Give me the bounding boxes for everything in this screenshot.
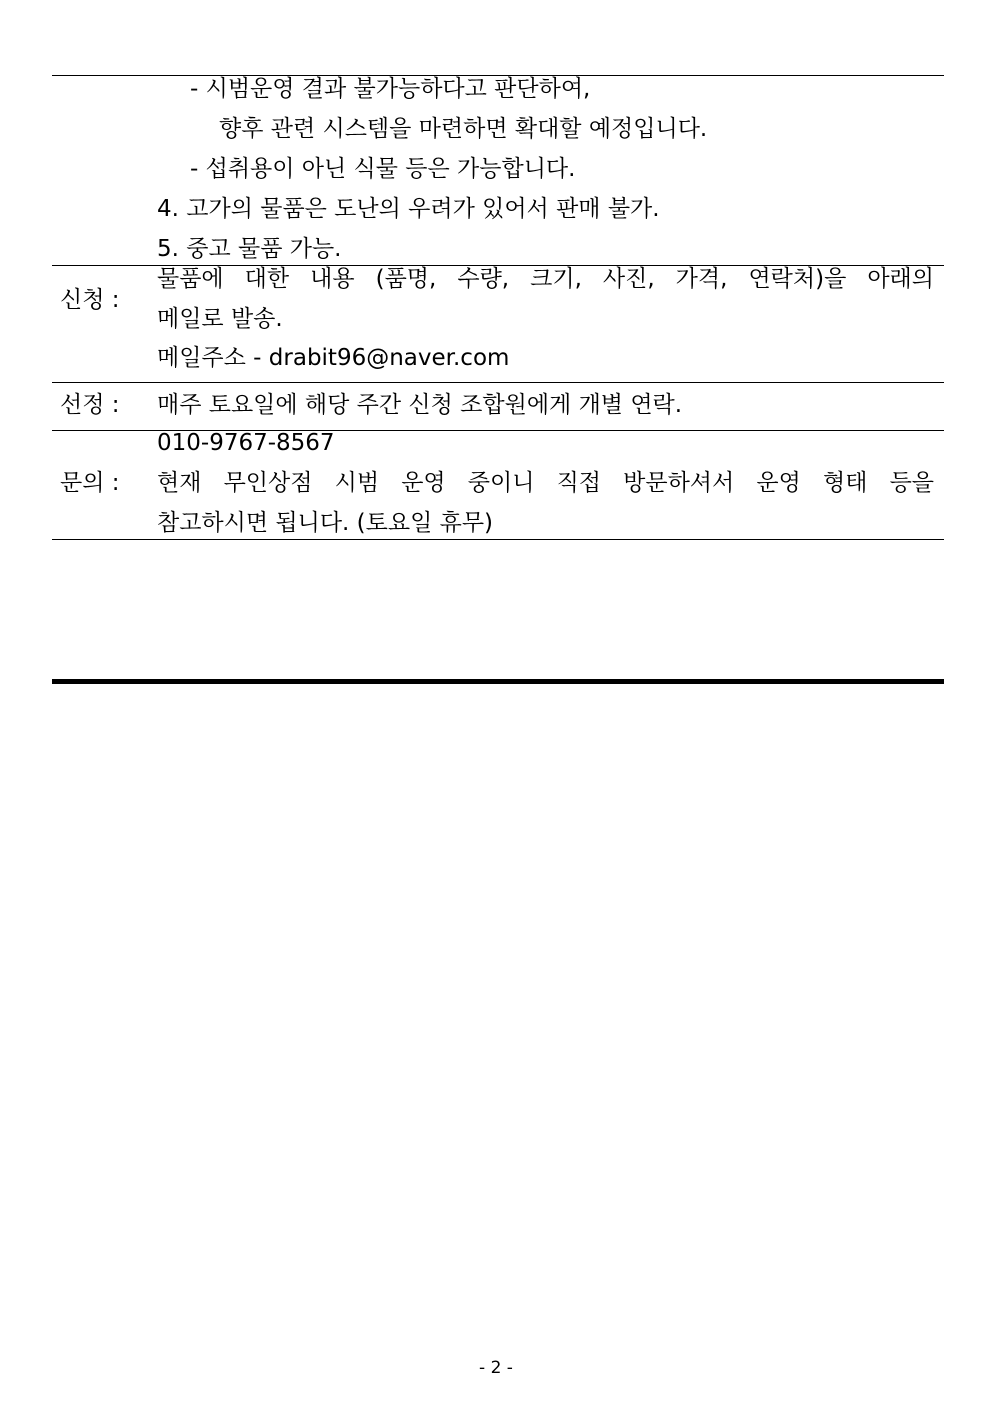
thick-divider xyxy=(52,679,944,684)
inquiry-text: 참고하시면 됩니다. (토요일 휴무) xyxy=(157,510,494,536)
email-address: 메일주소 - drabit96@naver.com xyxy=(157,345,510,371)
application-text: 메일로 발송. xyxy=(157,306,283,332)
application-text: 물품에 대한 내용 (품명, 수량, 크기, 사진, 가격, 연락처)을 아래의 xyxy=(157,266,934,292)
row-divider xyxy=(52,382,944,383)
selection-text: 매주 토요일에 해당 주간 신청 조합원에게 개별 연락. xyxy=(157,392,683,418)
list-item: 5. 중고 물품 가능. xyxy=(157,236,342,262)
sub-item-line: - 섭취용이 아닌 식물 등은 가능합니다. xyxy=(190,156,576,182)
sub-item-line: - 시범운영 결과 불가능하다고 판단하여, xyxy=(190,76,591,102)
phone-number: 010-9767-8567 xyxy=(157,430,335,456)
list-item: 4. 고가의 물품은 도난의 우려가 있어서 판매 불가. xyxy=(157,196,660,222)
inquiry-text: 현재 무인상점 시범 운영 중이니 직접 방문하셔서 운영 형태 등을 xyxy=(157,470,934,496)
selection-label: 선정 : xyxy=(60,392,120,418)
table-bottom-border xyxy=(52,539,944,540)
application-label: 신청 : xyxy=(60,287,120,313)
page-number: - 2 - xyxy=(479,1358,513,1378)
sub-item-line: 향후 관련 시스템을 마련하면 확대할 예정입니다. xyxy=(219,116,708,142)
inquiry-label: 문의 : xyxy=(60,470,120,496)
